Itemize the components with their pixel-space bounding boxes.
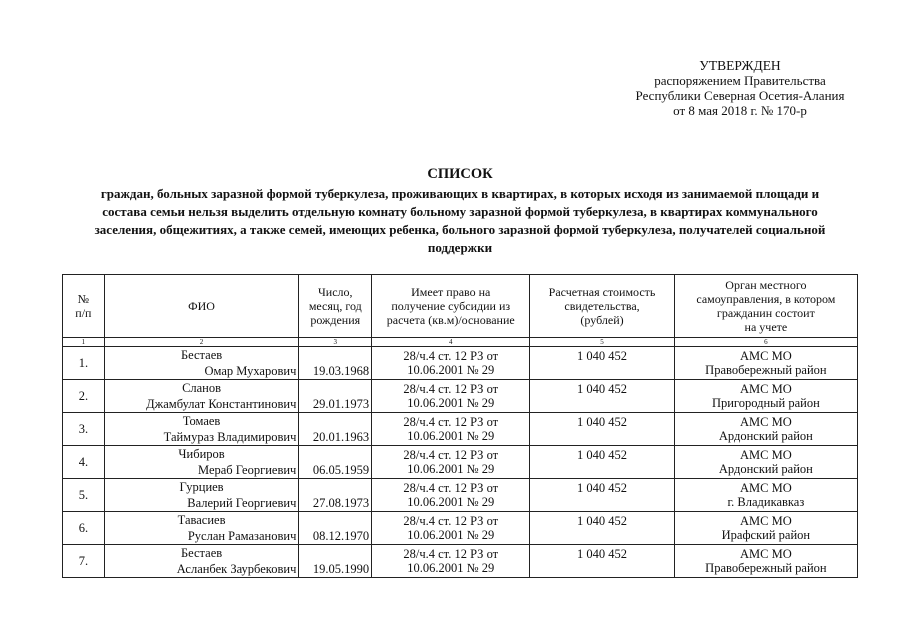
approval-authority: распоряжением Правительства xyxy=(654,73,826,88)
header-birth-date xyxy=(299,275,372,338)
row-last-name: Чибиров xyxy=(178,447,225,461)
row-right-line: 10.06.2001 № 29 xyxy=(407,363,495,377)
approval-title: УТВЕРЖДЕН xyxy=(699,58,781,73)
row-birth-date xyxy=(299,413,372,446)
document-heading xyxy=(60,166,860,257)
table-row xyxy=(63,479,858,512)
row-org-line: АМС МО xyxy=(740,415,792,429)
header-number-symbol: № xyxy=(77,292,90,306)
row-right-line: 28/ч.4 ст. 12 РЗ от xyxy=(403,481,499,495)
row-cost xyxy=(530,446,674,479)
row-right-line: 10.06.2001 № 29 xyxy=(407,396,495,410)
header-cost xyxy=(530,275,674,338)
row-birth-date xyxy=(299,512,372,545)
row-first-names: Таймураз Владимирович xyxy=(163,430,297,444)
header-cost-line: свидетельства, xyxy=(564,299,640,313)
row-subsidy-right xyxy=(372,512,530,545)
header-date-line: рождения xyxy=(310,313,361,327)
row-org-line: Пригородный район xyxy=(711,396,820,410)
column-number: 4 xyxy=(372,338,530,347)
row-cost-value: 1 040 452 xyxy=(577,349,628,363)
table-header-row xyxy=(63,275,858,338)
header-right-line: получение субсидии из xyxy=(391,299,511,313)
row-local-authority xyxy=(674,545,857,578)
header-date-line: месяц, год xyxy=(308,299,362,313)
row-number: 3. xyxy=(63,413,105,446)
row-cost xyxy=(530,479,674,512)
table-row xyxy=(63,413,858,446)
column-number-row xyxy=(63,338,858,347)
header-local-authority xyxy=(674,275,857,338)
row-last-name: Томаев xyxy=(182,414,221,428)
row-fio xyxy=(104,347,299,380)
row-birth-date xyxy=(299,380,372,413)
row-subsidy-right xyxy=(372,479,530,512)
row-birth-date xyxy=(299,347,372,380)
row-birth-date-value: 27.08.1973 xyxy=(312,496,370,510)
row-org-line: Правобережный район xyxy=(705,363,827,377)
row-org-line: АМС МО xyxy=(740,481,792,495)
row-right-line: 28/ч.4 ст. 12 РЗ от xyxy=(403,514,499,528)
row-last-name: Тавасиев xyxy=(177,513,226,527)
table-row xyxy=(63,545,858,578)
row-org-line: АМС МО xyxy=(740,448,792,462)
table-row xyxy=(63,347,858,380)
recipients-table xyxy=(62,274,858,578)
row-birth-date-value: 20.01.1963 xyxy=(312,430,370,444)
row-org-line: Ардонский район xyxy=(718,429,813,443)
row-org-line: АМС МО xyxy=(740,547,792,561)
row-local-authority xyxy=(674,380,857,413)
header-right-line: расчета (кв.м)/основание xyxy=(386,313,515,327)
column-number: 5 xyxy=(530,338,674,347)
column-number: 6 xyxy=(674,338,857,347)
header-org-line: Орган местного xyxy=(725,278,807,292)
row-org-line: Правобережный район xyxy=(705,561,827,575)
row-number: 2. xyxy=(63,380,105,413)
header-date-line: Число, xyxy=(317,285,353,299)
row-fio xyxy=(104,446,299,479)
row-fio xyxy=(104,413,299,446)
row-last-name: Сланов xyxy=(182,381,222,395)
table-row xyxy=(63,512,858,545)
approval-date-number: от 8 мая 2018 г. № 170-р xyxy=(673,103,807,118)
row-last-name: Гурциев xyxy=(179,480,224,494)
row-cost-value: 1 040 452 xyxy=(577,514,628,528)
header-number xyxy=(63,275,105,338)
row-first-names: Мераб Георгиевич xyxy=(198,463,297,477)
row-org-line: АМС МО xyxy=(740,382,792,396)
row-fio xyxy=(104,512,299,545)
header-org-line: самоуправления, в котором xyxy=(696,292,836,306)
row-birth-date-value: 19.05.1990 xyxy=(312,562,370,576)
row-local-authority xyxy=(674,413,857,446)
row-birth-date-value: 29.01.1973 xyxy=(312,397,370,411)
row-cost xyxy=(530,512,674,545)
row-local-authority xyxy=(674,479,857,512)
row-cost xyxy=(530,380,674,413)
row-first-names: Джамбулат Константинович xyxy=(146,397,297,411)
row-first-names: Асланбек Заурбекович xyxy=(176,562,297,576)
header-fio: ФИО xyxy=(104,275,299,338)
row-right-line: 28/ч.4 ст. 12 РЗ от xyxy=(403,382,499,396)
row-fio xyxy=(104,380,299,413)
table-row xyxy=(63,446,858,479)
document-subtitle: граждан, больных заразной формой туберкулеза, проживающих в квартирах, в которых исходя из занимаемой площади и состава семьи нельзя выделить отдельную комнату больному заразной формой туберкулеза, в квартирах коммунального заселения, общежитиях, а также семей, имеющих ребенка, больного заразной формой туберкулеза, получателей социальной поддержки xyxy=(94,186,826,255)
row-right-line: 28/ч.4 ст. 12 РЗ от xyxy=(403,547,499,561)
row-org-line: г. Владикавказ xyxy=(727,495,805,509)
header-cost-line: Расчетная стоимость xyxy=(548,285,656,299)
row-local-authority xyxy=(674,512,857,545)
row-cost xyxy=(530,413,674,446)
row-subsidy-right xyxy=(372,380,530,413)
row-local-authority xyxy=(674,347,857,380)
row-right-line: 10.06.2001 № 29 xyxy=(407,528,495,542)
header-org-line: на учете xyxy=(744,320,788,334)
row-right-line: 28/ч.4 ст. 12 РЗ от xyxy=(403,349,499,363)
column-number: 1 xyxy=(63,338,105,347)
row-last-name: Бестаев xyxy=(180,348,223,362)
row-right-line: 28/ч.4 ст. 12 РЗ от xyxy=(403,448,499,462)
row-number: 1. xyxy=(63,347,105,380)
row-birth-date-value: 19.03.1968 xyxy=(312,364,370,378)
column-number: 3 xyxy=(299,338,372,347)
header-right-line: Имеет право на xyxy=(411,285,491,299)
row-first-names: Валерий Георгиевич xyxy=(187,496,297,510)
row-org-line: Ирафский район xyxy=(721,528,811,542)
header-number-abbr: п/п xyxy=(75,306,92,320)
row-number: 4. xyxy=(63,446,105,479)
header-subsidy-right xyxy=(372,275,530,338)
row-right-line: 10.06.2001 № 29 xyxy=(407,429,495,443)
row-birth-date xyxy=(299,479,372,512)
row-right-line: 10.06.2001 № 29 xyxy=(407,561,495,575)
row-org-line: АМС МО xyxy=(740,349,792,363)
approval-republic: Республики Северная Осетия-Алания xyxy=(635,88,845,103)
row-cost-value: 1 040 452 xyxy=(577,415,628,429)
row-subsidy-right xyxy=(372,413,530,446)
row-birth-date xyxy=(299,446,372,479)
row-cost-value: 1 040 452 xyxy=(577,481,628,495)
row-cost-value: 1 040 452 xyxy=(577,448,628,462)
row-right-line: 10.06.2001 № 29 xyxy=(407,462,495,476)
row-number: 5. xyxy=(63,479,105,512)
row-number: 6. xyxy=(63,512,105,545)
row-cost-value: 1 040 452 xyxy=(577,547,628,561)
table-row xyxy=(63,380,858,413)
row-first-names: Омар Мухарович xyxy=(204,364,297,378)
row-number: 7. xyxy=(63,545,105,578)
row-cost xyxy=(530,347,674,380)
row-right-line: 28/ч.4 ст. 12 РЗ от xyxy=(403,415,499,429)
row-cost-value: 1 040 452 xyxy=(577,382,628,396)
row-subsidy-right xyxy=(372,446,530,479)
row-org-line: АМС МО xyxy=(740,514,792,528)
approval-stamp xyxy=(600,58,880,118)
row-subsidy-right xyxy=(372,545,530,578)
row-birth-date-value: 08.12.1970 xyxy=(312,529,370,543)
document-title: СПИСОК xyxy=(427,166,493,182)
header-cost-line: (рублей) xyxy=(580,313,624,327)
row-cost xyxy=(530,545,674,578)
row-subsidy-right xyxy=(372,347,530,380)
column-number: 2 xyxy=(104,338,299,347)
row-last-name: Бестаев xyxy=(180,546,223,560)
row-org-line: Ардонский район xyxy=(718,462,813,476)
row-fio xyxy=(104,479,299,512)
row-right-line: 10.06.2001 № 29 xyxy=(407,495,495,509)
header-org-line: гражданин состоит xyxy=(716,306,815,320)
row-first-names: Руслан Рамазанович xyxy=(187,529,297,543)
row-fio xyxy=(104,545,299,578)
row-local-authority xyxy=(674,446,857,479)
table-body xyxy=(63,347,858,578)
row-birth-date-value: 06.05.1959 xyxy=(312,463,370,477)
row-birth-date xyxy=(299,545,372,578)
